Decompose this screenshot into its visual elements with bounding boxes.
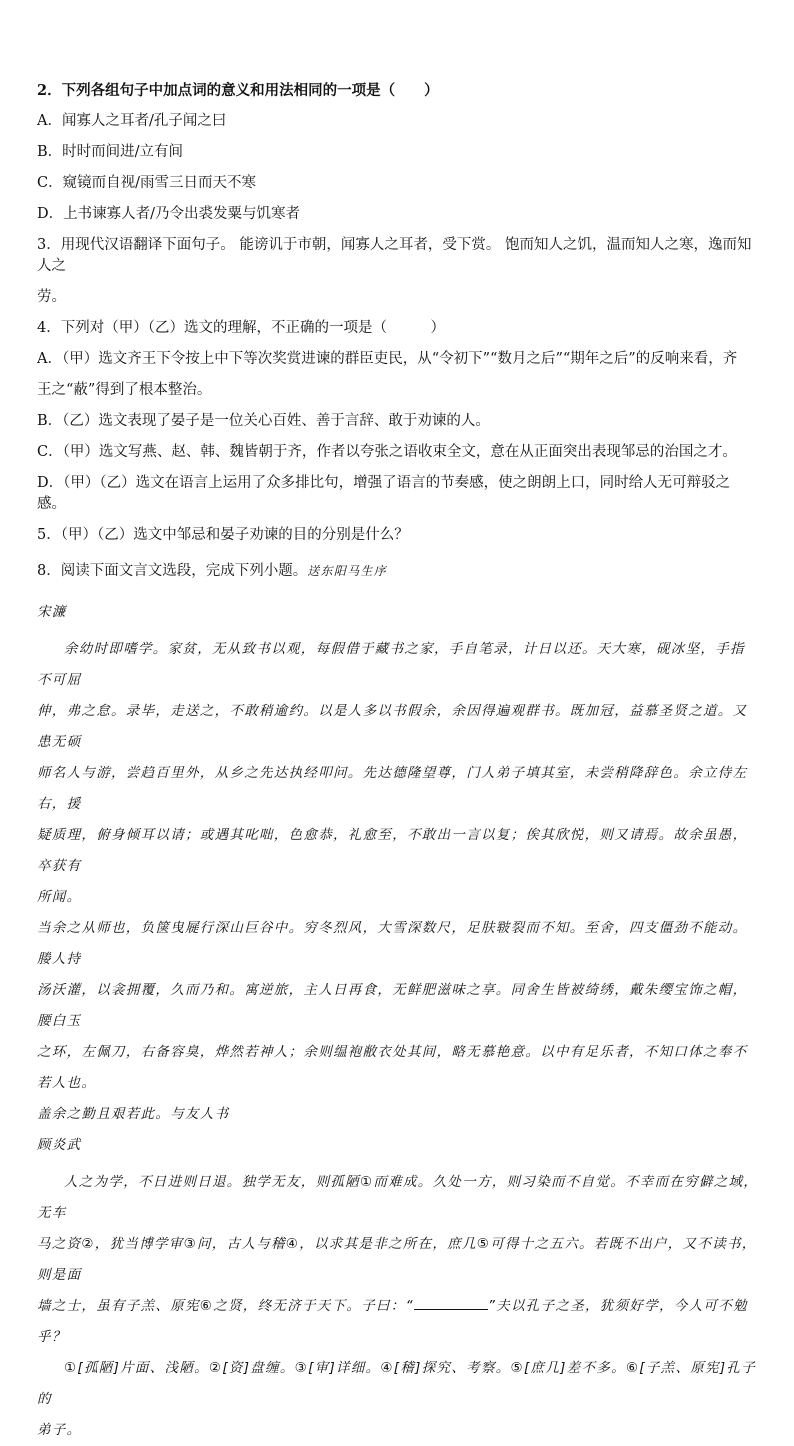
question-2-option-c: C．窥镜而自视/雨雪三日而天不寒 [37, 175, 256, 191]
passage-1-paragraph-1 [37, 634, 759, 913]
question-4-option-d: D．（甲）（乙）选文在语言上运用了众多排比句，增强了语言的节奏感，使之朗朗上口，同时给人无可辩驳之感。 [37, 475, 731, 512]
passage-1-p1-line: 余幼时即嗜学。家贫，无从致书以观，每假借于藏书之家，手自笔录，计日以还。天大寒，砚冰坚，手指不可屈 [37, 641, 745, 688]
question-4-option-a-line-2: 王之“蔽”得到了根本整治。 [37, 382, 212, 398]
passage-1-p1-line: 伸，弗之怠。录毕，走送之，不敢稍逾约。以是人多以书假余，余因得遍观群书。既加冠，益慕圣贤之道。又患无硕 [37, 703, 748, 750]
question-2-option-b: B．时时而间进/立有间 [37, 144, 184, 160]
passage-1-p2-line-text: 盖余之勤且艰若此。 [37, 1106, 171, 1122]
passage-1-p1-line: 所闻。 [37, 889, 82, 905]
question-2-stem: 2．下列各组句子中加点词的意义和用法相同的一项是（ ） [37, 82, 439, 99]
passage-1-author: 宋濂 [37, 604, 67, 620]
passage-1-p1-line: 疑质理，俯身倾耳以请；或遇其叱咄，色愈恭，礼愈至，不敢出一言以复；俟其欣悦，则又请焉。故余虽愚，卒获有 [37, 827, 748, 874]
passage-2-title: 与友人书 [170, 1106, 230, 1122]
question-3-stem-line-1: 3．用现代汉语翻译下面句子。 能谤讥于市朝，闻寡人之耳者，受下赏。 饱而知人之饥，温而知人之寒，逸而知人之 [37, 237, 752, 274]
fill-in-blank[interactable] [414, 1295, 488, 1310]
question-4-stem: 4．下列对（甲）（乙）选文的理解，不正确的一项是（ ） [37, 320, 445, 336]
passage-2-p1-line-text: 墙之士，虽有子羔、原宪⑥之贤，终无济于天下。子曰：“ [37, 1298, 414, 1314]
passage-2-p1-line: 人之为学，不日进则日退。独学无友，则孤陋①而难成。久处一方，则习染而不自觉。不幸而在穷僻之域，无车 [37, 1174, 759, 1221]
question-8-stem-text: 8．阅读下面文言文选段，完成下列小题。 [37, 563, 308, 579]
passage-1-p2-line: 当余之从师也，负箧曳屣行深山巨谷中。穷冬烈风，大雪深数尺，足肤皲裂而不知。至舍，四支僵劲不能动。媵人持 [37, 920, 748, 967]
question-4-option-b: B．（乙）选文表现了晏子是一位关心百姓、善于言辞、敢于劝谏的人。 [37, 413, 490, 429]
question-2-option-d: D．上书谏寡人者/乃令出裘发粟与饥寒者 [37, 206, 301, 222]
passage-2-author: 顾炎武 [37, 1137, 82, 1153]
passage-1-p2-line-last [37, 1099, 759, 1130]
passage-1-p2-line: 汤沃灌，以衾拥覆，久而乃和。寓逆旅，主人日再食，无鲜肥滋味之享。同舍生皆被绮绣，戴朱缨宝饰之帽，腰白玉 [37, 982, 748, 1029]
question-2-option-a: A．闻寡人之耳者/孔子闻之曰 [37, 113, 227, 129]
passage-2-p1-line-with-blank [37, 1291, 759, 1353]
passage-2-p1-line: 马之资②，犹当博学审③问，古人与稽④，以求其是非之所在，庶几⑤可得十之五六。若既不出户，又不读书，则是面 [37, 1236, 757, 1283]
passage-2-p1-line-end: ”夫以孔子之圣，犹须好学，今人可不勉乎？ [37, 1298, 748, 1345]
passage-1-p1-line: 师名人与游，尝趋百里外，从乡之先达执经叩问。先达德隆望尊，门人弟子填其室，未尝稍降辞色。余立侍左右，援 [37, 765, 748, 812]
passage-2-note-line: 弟子。 [37, 1422, 82, 1438]
question-4-option-a-line-1: A．（甲）选文齐王下令按上中下等次奖赏进谏的群臣吏民，从“令初下”“数月之后”“期年之后”的反响来看，齐 [37, 351, 738, 367]
passage-1-paragraph-2 [37, 913, 759, 1130]
passage-1-title: 送东阳马生序 [307, 564, 388, 578]
question-3-stem-line-2: 劳。 [37, 289, 66, 305]
question-5-stem: 5．（甲）（乙）选文中邹忌和晏子劝谏的目的分别是什么？ [37, 527, 409, 543]
document-content [37, 80, 759, 1446]
question-8-stem [37, 556, 759, 587]
passage-2-note-line: ①[孤陋]片面、浅陋。②[资]盘缠。③[审]详细。④[稽]探究、考察。⑤[庶几]差不多。⑥[子羔、原宪]孔子的 [37, 1360, 757, 1407]
question-4-option-c: C．（甲）选文写燕、赵、韩、魏皆朝于齐，作者以夸张之语收束全文，意在从正面突出表现邹忌的治国之才。 [37, 444, 737, 460]
passage-1-p2-line: 之环，左佩刀，右备容臭，烨然若神人；余则缊袍敝衣处其间，略无慕艳意。以中有足乐者，不知口体之奉不若人也。 [37, 1044, 748, 1091]
passage-2-paragraph-1 [37, 1167, 759, 1353]
passage-2-notes [37, 1353, 759, 1446]
